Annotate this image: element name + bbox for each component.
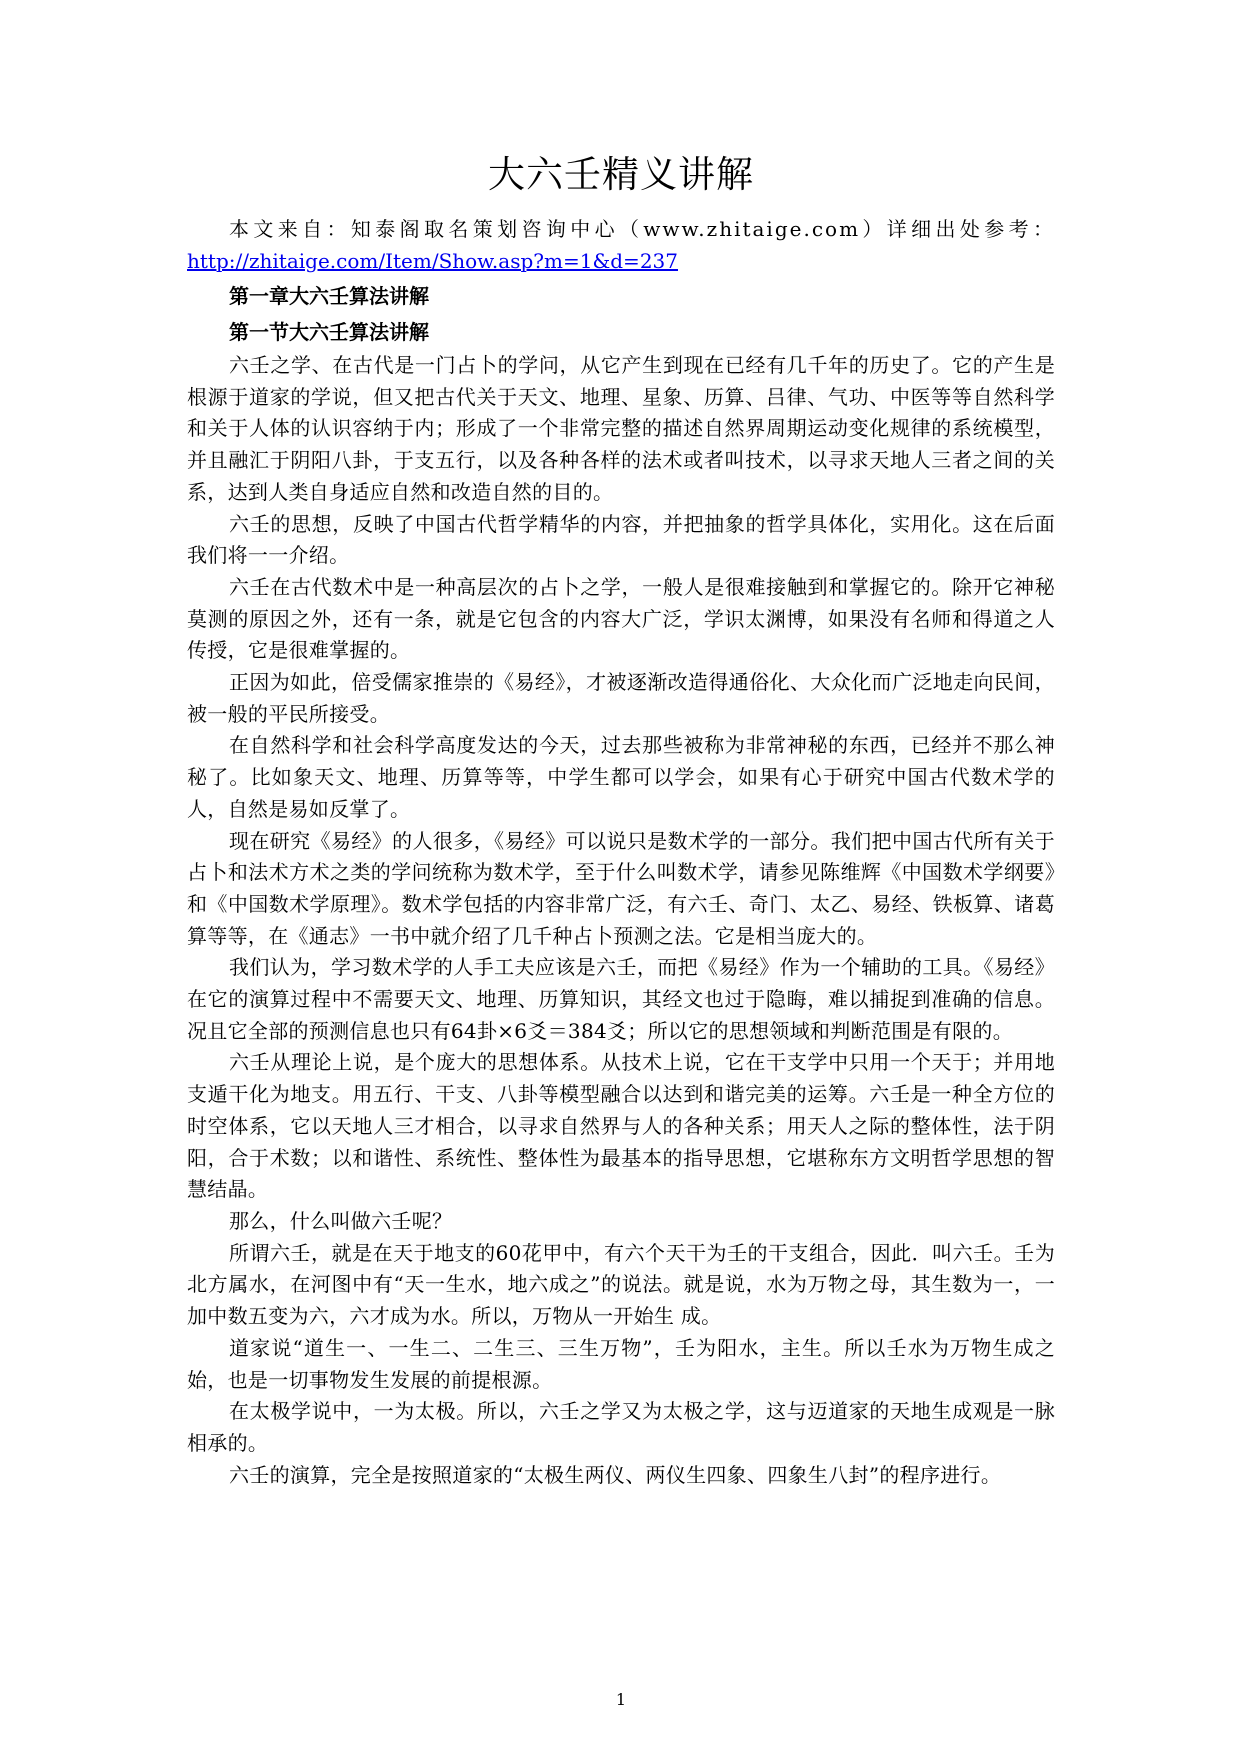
paragraph: 所谓六壬，就是在天于地支的60花甲中，有六个天干为壬的干支组合，因此．叫六壬。壬为北方属水，在河图中有“天一生水，地六成之”的说法。就是说，水为万物之母，其生数为一，一加中数五变为六，六才成为水。所以，万物从一开始生 成。 [187, 1240, 1055, 1329]
source-attribution [187, 213, 1055, 277]
paragraph: 六壬的思想，反映了中国古代哲学精华的内容，并把抽象的哲学具体化，实用化。这在后面我们将一一介绍。 [187, 511, 1055, 568]
paragraph: 六壬之学、在古代是一门占卜的学问，从它产生到现在已经有几千年的历史了。它的产生是根源于道家的学说，但又把古代关于天文、地理、星象、历算、吕律、气功、中医等等自然科学和关于人体的认识容纳于内；形成了一个非常完整的描述自然界周期运动变化规律的系统模型，并且融汇于阴阳八卦，于支五行，以及各种各样的法术或者叫技术，以寻求天地人三者之间的关系，达到人类自身适应自然和改造自然的目的。 [187, 353, 1055, 504]
source-link[interactable]: http://zhitaige.com/Item/Show.asp?m=1&d=237 [187, 249, 678, 273]
paragraph: 那么，什么叫做六壬呢？ [229, 1208, 453, 1233]
document-body [187, 278, 1055, 1491]
paragraph: 六壬在古代数术中是一种高层次的占卜之学，一般人是很难接触到和掌握它的。除开它神秘莫测的原因之外，还有一条，就是它包含的内容大广泛，学识太渊博，如果没有名师和得道之人传授，它是很难掌握的。 [187, 574, 1055, 663]
document-title: 大六壬精义讲解 [488, 153, 754, 196]
page-number: 1 [615, 1690, 627, 1709]
section-heading: 第一节大六壬算法讲解 [229, 320, 429, 344]
paragraph: 现在研究《易经》的人很多，《易经》可以说只是数术学的一部分。我们把中国古代所有关于占卜和法术方术之类的学问统称为数术学，至于什么叫数术学，请参见陈维辉《中国数术学纲要》和《中国数术学原理》。数术学包括的内容非常广泛，有六壬、奇门、太乙、易经、铁板算、诸葛算等等，在《通志》一书中就介绍了几千种占卜预测之法。它是相当庞大的。 [187, 828, 1055, 948]
paragraph: 六壬从理论上说，是个庞大的思想体系。从技术上说，它在干支学中只用一个天于；并用地支遁干化为地支。用五行、干支、八卦等模型融合以达到和谐完美的运筹。六壬是一种全方位的时空体系，它以天地人三才相合，以寻求自然界与人的各种关系；用天人之际的整体性，法于阴阳，合于术数；以和谐性、系统性、整体性为最基本的指导思想，它堪称东方文明哲学思想的智慧结晶。 [187, 1050, 1055, 1202]
paragraph: 道家说“道生一、一生二、二生三、三生万物”，壬为阳水，主生。所以壬水为万物生成之始，也是一切事物发生发展的前提根源。 [187, 1335, 1055, 1392]
paragraph: 在太极学说中，一为太极。所以，六壬之学又为太极之学，这与迈道家的天地生成观是一脉相承的。 [187, 1399, 1055, 1455]
paragraph: 正因为如此，倍受儒家推崇的《易经》，才被逐渐改造得通俗化、大众化而广泛地走向民间，被一般的平民所接受。 [187, 670, 1055, 726]
paragraph: 在自然科学和社会科学高度发达的今天，过去那些被称为非常神秘的东西，已经并不那么神秘了。比如象天文、地理、历算等等，中学生都可以学会，如果有心于研究中国古代数术学的人，自然是易如反掌了。 [187, 733, 1055, 821]
source-text: 本文来自：知泰阁取名策划咨询中心（www.zhitaige.com）详细出处参考： [229, 217, 1055, 241]
paragraph: 六壬的演算，完全是按照道家的“太极生两仪、两仪生四象、四象生八封”的程序进行。 [229, 1462, 1002, 1487]
paragraph: 我们认为，学习数术学的人手工夫应该是六壬，而把《易经》作为一个辅助的工具。《易经》在它的演算过程中不需要天文、地理、历算知识，其经文也过于隐晦，难以捕捉到准确的信息。况且它全部的预测信息也只有64卦×6爻＝384爻；所以它的思想领域和判断范围是有限的。 [187, 955, 1055, 1043]
chapter-heading: 第一章大六壬算法讲解 [229, 284, 429, 308]
